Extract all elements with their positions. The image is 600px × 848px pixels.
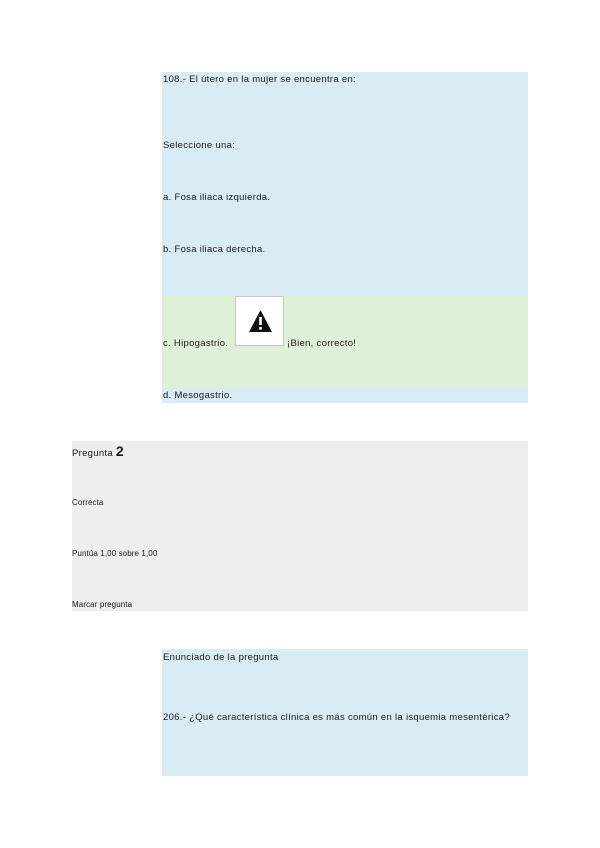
option-b[interactable]: b. Fosa iliaca derecha. xyxy=(163,244,266,255)
option-a[interactable]: a. Fosa iliaca izquierda. xyxy=(163,192,271,203)
question-state: Correcta xyxy=(72,498,104,507)
flag-question-link[interactable]: Marcar pregunta xyxy=(72,600,133,609)
warning-triangle-icon xyxy=(248,309,273,333)
question-1-text: 108.- El útero en la mujer se encuentra en: xyxy=(163,74,356,85)
question-number: 2 xyxy=(115,443,124,459)
question-label: Pregunta xyxy=(72,448,113,459)
question-2-info xyxy=(72,441,528,611)
question-score: Puntúa 1,00 sobre 1,00 xyxy=(72,549,158,558)
select-one-prompt: Seleccione una: xyxy=(163,140,236,151)
warning-icon xyxy=(235,296,284,346)
option-d[interactable]: d. Mesogastrio. xyxy=(163,390,233,401)
option-c[interactable]: c. Hipogastrio. xyxy=(163,338,229,349)
feedback-correct: ¡Bien, correcto! xyxy=(287,338,357,349)
question-2-heading xyxy=(72,443,124,459)
question-2-text: 206.- ¿Qué característica clínica es más común en la isquemia mesentérica? xyxy=(163,712,510,723)
question-statement-heading: Enunciado de la pregunta xyxy=(163,652,279,663)
